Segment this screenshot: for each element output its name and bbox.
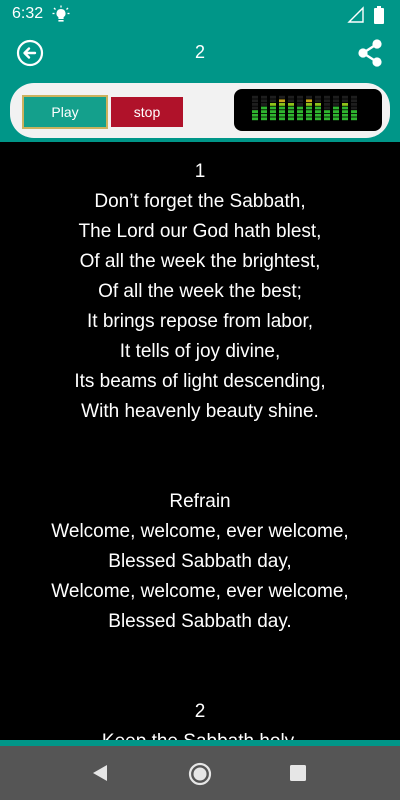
lyric-line: Don’t forget the Sabbath,	[94, 191, 306, 212]
lyric-line: Of all the week the best;	[98, 281, 302, 302]
status-time: 6:32	[12, 5, 44, 22]
stanza-number: Refrain	[169, 491, 231, 512]
lyric-line: The Lord our God hath blest,	[78, 221, 322, 242]
lyric-line: Welcome, welcome, ever welcome,	[51, 581, 349, 602]
player-card	[10, 83, 390, 138]
status-bar	[0, 0, 400, 30]
lyric-line: Blessed Sabbath day,	[108, 551, 292, 572]
signal-icon	[348, 7, 364, 23]
lyric-line: Blessed Sabbath day.	[108, 611, 292, 632]
play-button[interactable]: Play	[22, 95, 108, 129]
lyric-line: Welcome, welcome, ever welcome,	[51, 521, 349, 542]
lyric-stanza	[0, 637, 400, 757]
nav-home-icon[interactable]	[188, 762, 212, 786]
lyric-line: Its beams of light descending,	[74, 371, 326, 392]
page-title: 2	[194, 42, 205, 62]
share-icon[interactable]	[356, 38, 384, 68]
equalizer-icon	[234, 89, 382, 131]
navigation-bar	[0, 746, 400, 800]
nav-recent-icon[interactable]	[290, 765, 306, 781]
lyric-line: Of all the week the brightest,	[79, 251, 321, 272]
app-bar	[0, 30, 400, 76]
stanza-number: 2	[194, 701, 206, 722]
stop-button[interactable]: stop	[111, 97, 183, 127]
lyric-stanza	[0, 142, 400, 427]
lyrics-view[interactable]	[0, 142, 400, 740]
lyric-line: It brings repose from labor,	[87, 311, 313, 332]
lyric-line: With heavenly beauty shine.	[81, 401, 319, 422]
battery-icon	[374, 6, 384, 24]
nav-back-icon[interactable]	[92, 764, 108, 782]
lightbulb-icon	[52, 5, 70, 25]
lyric-line: It tells of joy divine,	[119, 341, 281, 362]
lyric-stanza	[0, 427, 400, 637]
stanza-number: 1	[194, 161, 206, 182]
